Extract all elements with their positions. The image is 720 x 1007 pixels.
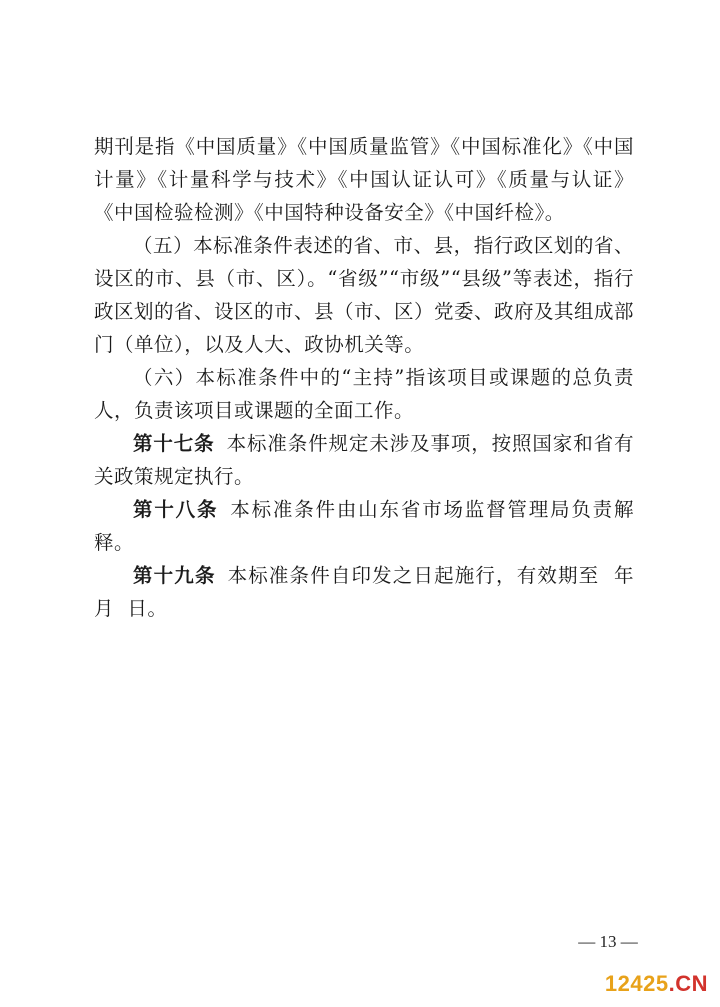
article-text: 本标准条件由山东省市场监督管理局负责解释。 xyxy=(94,498,634,554)
paragraph-item-5: （五）本标准条件表述的省、市、县，指行政区划的省、设区的市、县（市、区）。“省级”“市级”“县级”等表述，指行政区划的省、设区的市、县（市、区）党委、政府及其组成部门（单位），以及人大、政协机关等。 xyxy=(94,234,635,356)
paragraph-item-6: （六）本标准条件中的“主持”指该项目或课题的总负责人，负责该项目或课题的全面工作。 xyxy=(94,366,634,422)
site-watermark xyxy=(605,971,708,997)
article-text: 本标准条件规定未涉及事项，按照国家和省有关政策规定执行。 xyxy=(94,432,634,488)
article-text: 本标准条件自印发之日起施行，有效期至 年 月 日。 xyxy=(94,564,648,620)
article-number: 第十七条 xyxy=(133,432,215,455)
document-body xyxy=(94,130,648,625)
article-number: 第十八条 xyxy=(133,498,219,521)
article-number: 第十九条 xyxy=(133,564,216,587)
watermark-number: 12425 xyxy=(604,971,669,996)
article-17 xyxy=(94,427,634,493)
article-18 xyxy=(94,493,634,559)
article-19 xyxy=(94,559,648,625)
page-number: — 13 — xyxy=(578,932,638,951)
watermark-domain: .CN xyxy=(668,971,708,996)
paragraph-journal-list: 期刊是指《中国质量》《中国质量监管》《中国标准化》《中国计量》《计量科学与技术》《中国认证认可》《质量与认证》《中国检验检测》《中国特种设备安全》《中国纤检》。 xyxy=(94,135,634,224)
